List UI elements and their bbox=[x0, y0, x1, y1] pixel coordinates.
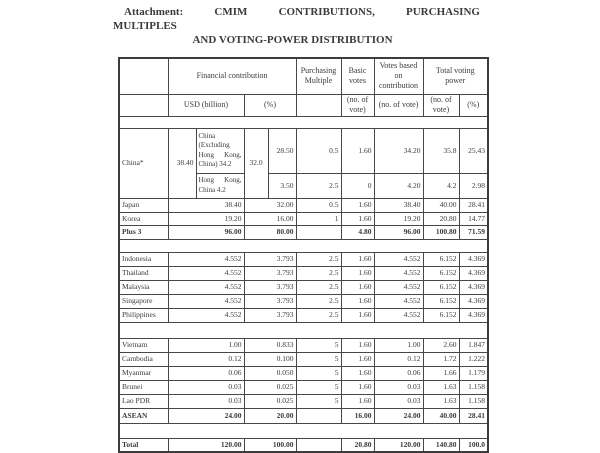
row-japan bbox=[119, 198, 488, 212]
row-total bbox=[119, 438, 488, 452]
cell: 0.03 bbox=[168, 394, 244, 408]
cell: 25.43 bbox=[459, 128, 488, 173]
cell: 1.60 bbox=[341, 366, 374, 380]
cell: 4.552 bbox=[374, 308, 423, 322]
cell-hong-kong-label: Hong Kong, China 4.2 bbox=[196, 173, 244, 198]
cell: 80.00 bbox=[244, 225, 296, 239]
spacer-row bbox=[119, 116, 488, 128]
cell: 4.552 bbox=[374, 294, 423, 308]
row-label: Myanmar bbox=[119, 366, 168, 380]
cell: 1.60 bbox=[341, 212, 374, 225]
cell: 38.40 bbox=[374, 198, 423, 212]
title-word: CMIM bbox=[214, 6, 248, 18]
cell: 14.77 bbox=[459, 212, 488, 225]
cell: 0.03 bbox=[374, 380, 423, 394]
row-malaysia bbox=[119, 280, 488, 294]
cell: 5 bbox=[296, 352, 341, 366]
cell: 20.80 bbox=[341, 438, 374, 452]
header-row-1 bbox=[119, 58, 488, 94]
cell: 2.5 bbox=[296, 252, 341, 266]
cell: 1.158 bbox=[459, 380, 488, 394]
spacer-row bbox=[119, 423, 488, 438]
row-lao-pdr bbox=[119, 394, 488, 408]
cell: 4.20 bbox=[374, 173, 423, 198]
cell: 4.369 bbox=[459, 266, 488, 280]
row-philippines bbox=[119, 308, 488, 322]
cell: 0.03 bbox=[168, 380, 244, 394]
header-empty bbox=[119, 58, 168, 94]
header-no-of-vote-contrib: (no. of vote) bbox=[374, 94, 423, 116]
cell: 5 bbox=[296, 394, 341, 408]
row-label: Japan bbox=[119, 198, 168, 212]
spacer-row bbox=[119, 322, 488, 338]
row-label: Lao PDR bbox=[119, 394, 168, 408]
document-title-line2: MULTIPLES bbox=[113, 20, 177, 32]
cell: 0.025 bbox=[244, 380, 296, 394]
row-label: Philippines bbox=[119, 308, 168, 322]
header-financial-contribution: Financial contribution bbox=[168, 58, 296, 94]
cell: 1.60 bbox=[341, 198, 374, 212]
cmim-contributions-table bbox=[118, 57, 489, 453]
cell: 20.80 bbox=[423, 212, 459, 225]
cell: 24.00 bbox=[374, 408, 423, 423]
cell: 19.20 bbox=[374, 212, 423, 225]
cell: 71.59 bbox=[459, 225, 488, 239]
cell: 2.5 bbox=[296, 173, 341, 198]
cell: 1.63 bbox=[423, 394, 459, 408]
cell: 6.152 bbox=[423, 252, 459, 266]
cell: 100.80 bbox=[423, 225, 459, 239]
cell bbox=[296, 408, 341, 423]
cell: 4.552 bbox=[374, 266, 423, 280]
cell-china-excl-hk-label: China (Excluding Hong Kong, China) 34.2 bbox=[196, 128, 244, 173]
cell: 28.41 bbox=[459, 408, 488, 423]
row-asean bbox=[119, 408, 488, 423]
cell: 1.179 bbox=[459, 366, 488, 380]
row-label-china: China* bbox=[119, 128, 168, 198]
header-total-voting-power: Total voting power bbox=[423, 58, 488, 94]
cell: 0.12 bbox=[374, 352, 423, 366]
row-label: Total bbox=[119, 438, 168, 452]
cell: 0.025 bbox=[244, 394, 296, 408]
cell: 1.847 bbox=[459, 338, 488, 352]
cell: 4.369 bbox=[459, 280, 488, 294]
header-pct: (%) bbox=[244, 94, 296, 116]
cell: 40.00 bbox=[423, 198, 459, 212]
cell: 4.552 bbox=[168, 266, 244, 280]
title-word: CONTRIBUTIONS, bbox=[278, 6, 375, 18]
row-label: ASEAN bbox=[119, 408, 168, 423]
cell: 20.00 bbox=[244, 408, 296, 423]
spacer-cell bbox=[119, 239, 488, 252]
cell: 1.60 bbox=[341, 352, 374, 366]
cell: 3.793 bbox=[244, 266, 296, 280]
document-title-line3: AND VOTING-POWER DISTRIBUTION bbox=[192, 34, 393, 46]
cell: 2.98 bbox=[459, 173, 488, 198]
cell: 4.552 bbox=[374, 280, 423, 294]
cell: 32.00 bbox=[244, 198, 296, 212]
cell: 2.5 bbox=[296, 266, 341, 280]
cell: 35.8 bbox=[423, 128, 459, 173]
header-basic-votes: Basic votes bbox=[341, 58, 374, 94]
cell: 4.369 bbox=[459, 294, 488, 308]
cell: 1 bbox=[296, 212, 341, 225]
cell-china-usd-total: 38.40 bbox=[168, 128, 196, 198]
cell: 4.2 bbox=[423, 173, 459, 198]
row-label: Brunei bbox=[119, 380, 168, 394]
cell: 0.050 bbox=[244, 366, 296, 380]
cell: 3.793 bbox=[244, 252, 296, 266]
cell: 0.5 bbox=[296, 198, 341, 212]
cell: 1.60 bbox=[341, 294, 374, 308]
cell: 24.00 bbox=[168, 408, 244, 423]
cell: 38.40 bbox=[168, 198, 244, 212]
header-row-2 bbox=[119, 94, 488, 116]
cell: 28.41 bbox=[459, 198, 488, 212]
row-plus3 bbox=[119, 225, 488, 239]
header-no-of-vote-total: (no. of vote) bbox=[423, 94, 459, 116]
cell: 4.552 bbox=[168, 308, 244, 322]
cell: 1.63 bbox=[423, 380, 459, 394]
spacer-cell bbox=[119, 423, 488, 438]
row-label: Korea bbox=[119, 212, 168, 225]
cell: 2.5 bbox=[296, 308, 341, 322]
cell: 0.06 bbox=[168, 366, 244, 380]
cell: 3.793 bbox=[244, 280, 296, 294]
cell: 16.00 bbox=[244, 212, 296, 225]
cell: 4.552 bbox=[168, 252, 244, 266]
cell: 1.60 bbox=[341, 266, 374, 280]
cell: 1.60 bbox=[341, 380, 374, 394]
cell bbox=[296, 438, 341, 452]
spacer-row bbox=[119, 239, 488, 252]
cell: 1.60 bbox=[341, 280, 374, 294]
cell: 100.0 bbox=[459, 438, 488, 452]
cell: 1.60 bbox=[341, 252, 374, 266]
document-title-line1 bbox=[124, 6, 480, 18]
cell: 4.552 bbox=[374, 252, 423, 266]
header-empty bbox=[119, 94, 168, 116]
cell: 1.00 bbox=[168, 338, 244, 352]
cell: 0.100 bbox=[244, 352, 296, 366]
cell: 4.552 bbox=[168, 280, 244, 294]
row-korea bbox=[119, 212, 488, 225]
row-label: Plus 3 bbox=[119, 225, 168, 239]
cell: 1.72 bbox=[423, 352, 459, 366]
cell: 1.66 bbox=[423, 366, 459, 380]
row-thailand bbox=[119, 266, 488, 280]
cell: 19.20 bbox=[168, 212, 244, 225]
cell: 0 bbox=[341, 173, 374, 198]
cell: 16.00 bbox=[341, 408, 374, 423]
cell: 0.06 bbox=[374, 366, 423, 380]
cell: 40.00 bbox=[423, 408, 459, 423]
cell: 3.793 bbox=[244, 294, 296, 308]
title-word: PURCHASING bbox=[406, 6, 480, 18]
header-pct-total: (%) bbox=[459, 94, 488, 116]
title-word: Attachment: bbox=[124, 6, 184, 18]
header-empty bbox=[296, 94, 341, 116]
cell: 6.152 bbox=[423, 294, 459, 308]
cell: 5 bbox=[296, 338, 341, 352]
cell: 2.5 bbox=[296, 294, 341, 308]
row-brunei bbox=[119, 380, 488, 394]
row-singapore bbox=[119, 294, 488, 308]
cell: 100.00 bbox=[244, 438, 296, 452]
cell: 96.00 bbox=[374, 225, 423, 239]
row-label: Indonesia bbox=[119, 252, 168, 266]
spacer-cell bbox=[119, 322, 488, 338]
row-label: Cambodia bbox=[119, 352, 168, 366]
cell: 4.552 bbox=[168, 294, 244, 308]
header-no-of-vote-basic: (no. of vote) bbox=[341, 94, 374, 116]
cell: 0.833 bbox=[244, 338, 296, 352]
row-myanmar bbox=[119, 366, 488, 380]
row-label: Malaysia bbox=[119, 280, 168, 294]
cell: 34.20 bbox=[374, 128, 423, 173]
cell: 1.00 bbox=[374, 338, 423, 352]
spacer-cell bbox=[119, 116, 488, 128]
cell: 2.5 bbox=[296, 280, 341, 294]
row-vietnam bbox=[119, 338, 488, 352]
cell: 6.152 bbox=[423, 308, 459, 322]
cell: 140.80 bbox=[423, 438, 459, 452]
row-cambodia bbox=[119, 352, 488, 366]
cell: 120.00 bbox=[374, 438, 423, 452]
cell: 28.50 bbox=[268, 128, 296, 173]
cell: 1.222 bbox=[459, 352, 488, 366]
row-indonesia bbox=[119, 252, 488, 266]
row-label: Vietnam bbox=[119, 338, 168, 352]
cell: 3.793 bbox=[244, 308, 296, 322]
cell: 1.60 bbox=[341, 394, 374, 408]
cell: 1.60 bbox=[341, 338, 374, 352]
row-china-excl-hk bbox=[119, 128, 488, 173]
cell: 1.158 bbox=[459, 394, 488, 408]
cell: 120.00 bbox=[168, 438, 244, 452]
cell: 0.12 bbox=[168, 352, 244, 366]
cell: 4.369 bbox=[459, 308, 488, 322]
cell: 6.152 bbox=[423, 266, 459, 280]
row-label: Singapore bbox=[119, 294, 168, 308]
cell: 5 bbox=[296, 366, 341, 380]
cell: 4.80 bbox=[341, 225, 374, 239]
header-purchasing-multiple: Purchasing Multiple bbox=[296, 58, 341, 94]
cell: 5 bbox=[296, 380, 341, 394]
header-votes-based-on-contribution: Votes based on contribution bbox=[374, 58, 423, 94]
cell: 1.60 bbox=[341, 308, 374, 322]
cell: 6.152 bbox=[423, 280, 459, 294]
cell: 0.03 bbox=[374, 394, 423, 408]
header-usd-billion: USD (billion) bbox=[168, 94, 244, 116]
row-label: Thailand bbox=[119, 266, 168, 280]
cell: 3.50 bbox=[268, 173, 296, 198]
cell: 96.00 bbox=[168, 225, 244, 239]
cell: 4.369 bbox=[459, 252, 488, 266]
cell: 1.60 bbox=[341, 128, 374, 173]
cell bbox=[296, 225, 341, 239]
cell-china-pct-total: 32.0 bbox=[244, 128, 268, 198]
cell: 0.5 bbox=[296, 128, 341, 173]
cell: 2.60 bbox=[423, 338, 459, 352]
